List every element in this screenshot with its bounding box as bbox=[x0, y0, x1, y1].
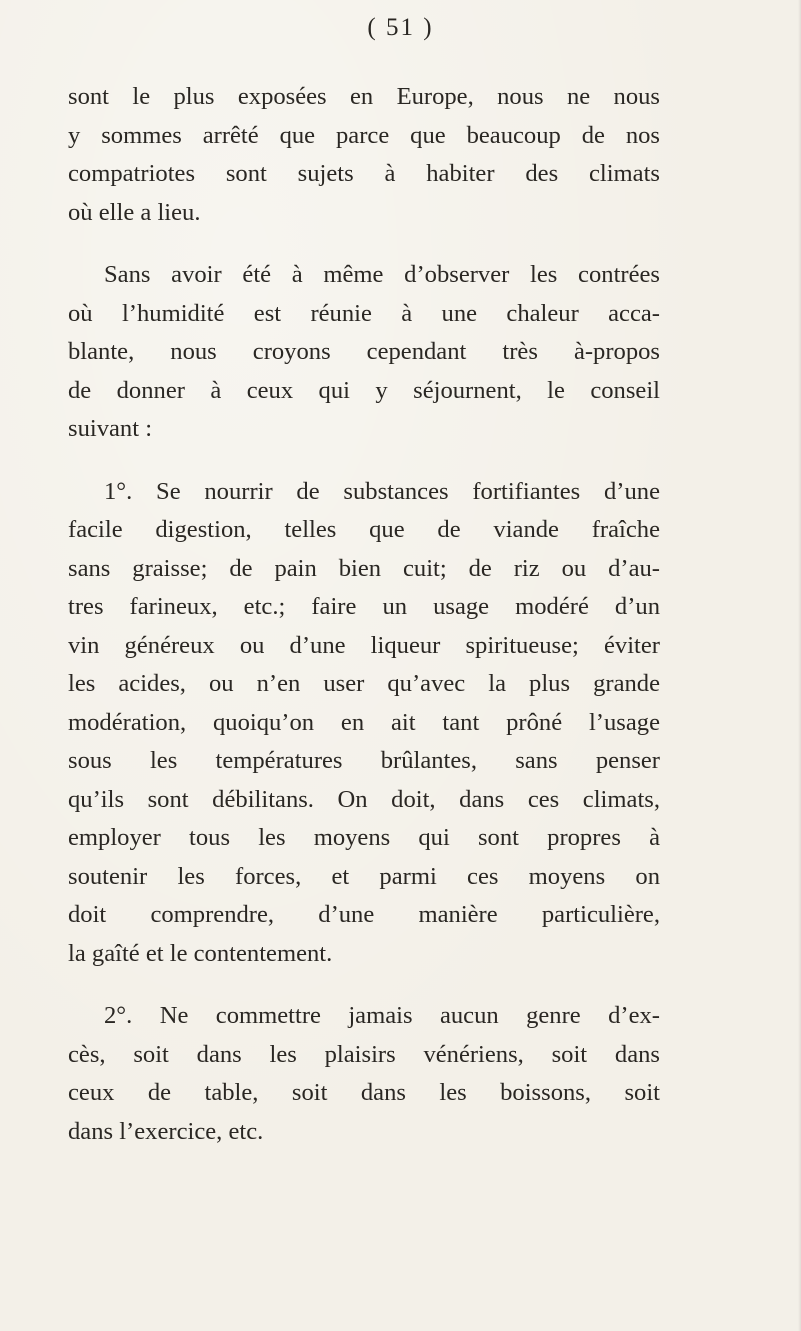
text-line: y sommes arrêté que parce que beaucoup de nos bbox=[68, 121, 660, 149]
text-line: sont le plus exposées en Europe, nous ne nous bbox=[68, 83, 660, 110]
text-line: modération, quoiqu’on en ait tant prôné l’usage bbox=[68, 708, 660, 736]
text-line: 2°. Ne commettre jamais aucun genre d’ex- bbox=[104, 1002, 660, 1029]
page-number: ( 51 ) bbox=[367, 14, 434, 41]
text-line: tres farineux, etc.; faire un usage modéré d’un bbox=[68, 593, 660, 620]
text-line: employer tous les moyens qui sont propres à bbox=[68, 824, 660, 851]
paragraph-3 bbox=[68, 473, 660, 974]
text-line: blante, nous croyons cependant très à-propos bbox=[68, 338, 660, 365]
text-line: Sans avoir été à même d’observer les contrées bbox=[104, 261, 660, 288]
text-line: vin généreux ou d’une liqueur spiritueuse; éviter bbox=[68, 631, 660, 659]
text-line: dans l’exercice, etc. bbox=[68, 1117, 264, 1145]
text-line: de donner à ceux qui y séjournent, le conseil bbox=[68, 376, 660, 404]
paragraph-4 bbox=[68, 997, 660, 1151]
text-line: sans graisse; de pain bien cuit; de riz ou d’au- bbox=[68, 554, 660, 582]
text-line: la gaîté et le contentement. bbox=[68, 939, 333, 967]
text-line: cès, soit dans les plaisirs vénériens, soit dans bbox=[68, 1040, 660, 1068]
text-line: sous les températures brûlantes, sans penser bbox=[68, 747, 660, 774]
text-line: ceux de table, soit dans les boissons, soit bbox=[68, 1079, 660, 1106]
text-line: soutenir les forces, et parmi ces moyens on bbox=[68, 862, 660, 890]
text-line: doit comprendre, d’une manière particulière, bbox=[68, 901, 660, 928]
text-line: où l’humidité est réunie à une chaleur acca- bbox=[68, 299, 660, 327]
paragraph-1 bbox=[68, 78, 660, 232]
text-line: facile digestion, telles que de viande fraîche bbox=[68, 516, 660, 543]
text-line: qu’ils sont débilitans. On doit, dans ces climats, bbox=[68, 785, 660, 813]
body-text bbox=[68, 78, 660, 1151]
text-line: où elle a lieu. bbox=[68, 198, 201, 226]
text-line: 1°. Se nourrir de substances fortifiantes d’une bbox=[104, 477, 660, 505]
paragraph-gap bbox=[68, 973, 660, 997]
paragraph-2 bbox=[68, 256, 660, 449]
text-line: les acides, ou n’en user qu’avec la plus grande bbox=[68, 670, 660, 697]
paragraph-gap bbox=[68, 232, 660, 256]
paragraph-gap bbox=[68, 449, 660, 473]
text-line: compatriotes sont sujets à habiter des climats bbox=[68, 160, 660, 187]
text-line: suivant : bbox=[68, 415, 153, 442]
